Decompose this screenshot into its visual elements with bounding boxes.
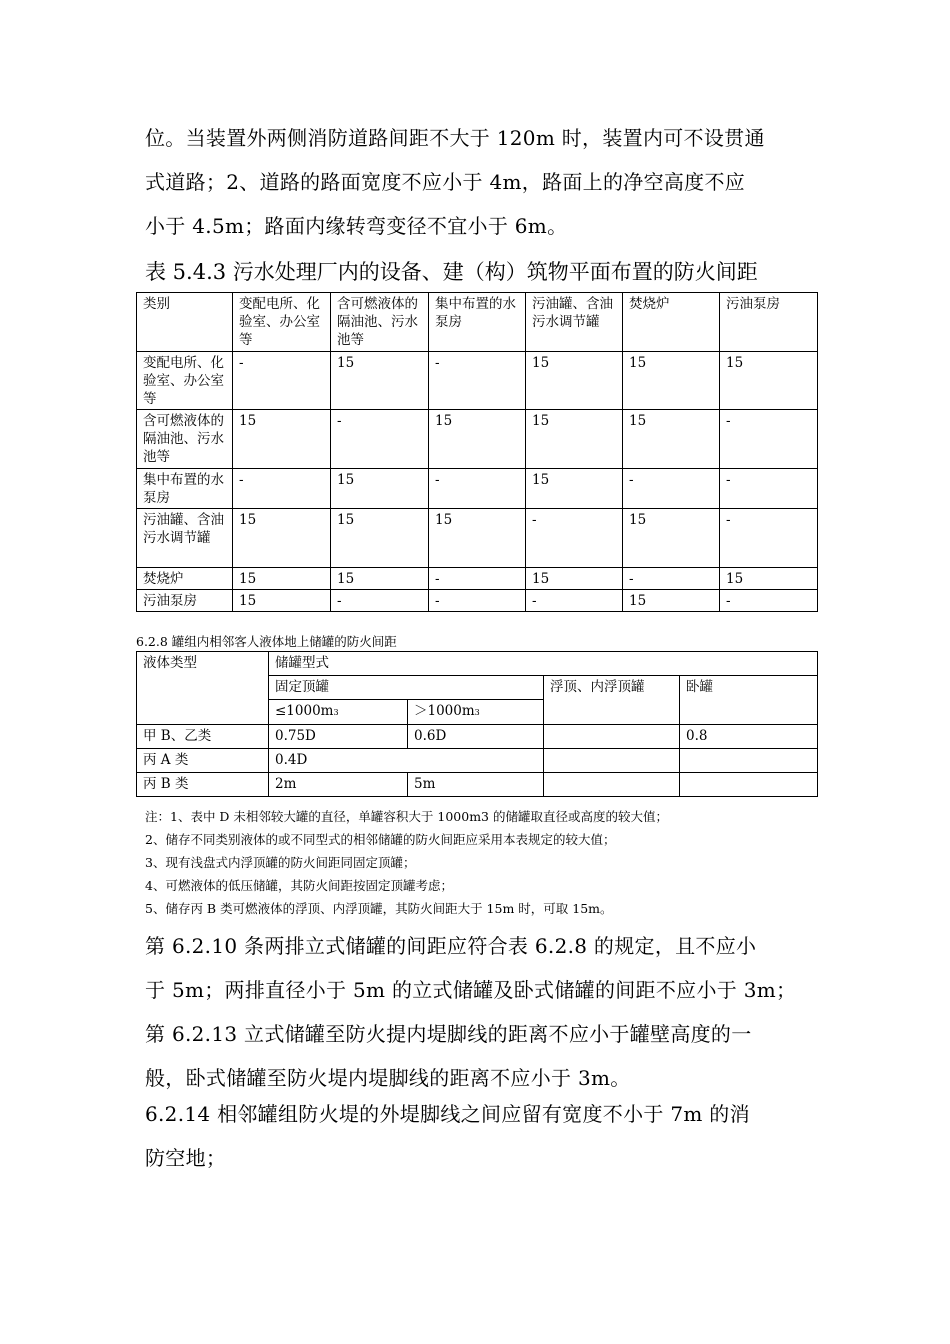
table-cell: - — [429, 469, 526, 509]
table-cell: 丙 B 类 — [137, 773, 269, 797]
table-cell: - — [526, 590, 623, 612]
table-cell: 15 — [623, 410, 720, 469]
table-cell: 15 — [233, 509, 331, 568]
clause-last-paragraph — [145, 1092, 825, 1180]
table-row — [137, 590, 818, 612]
clause-line: 第 6.2.13 立式储罐至防火提内堤脚线的距离不应小于罐壁高度的一 — [145, 1022, 752, 1046]
note-line: 注：1、表中 D 未相邻较大罐的直径，单罐容积大于 1000m3 的储罐取直径或高度的较大值； — [145, 809, 668, 824]
table-row — [137, 352, 818, 410]
table-cell: 15 — [429, 410, 526, 469]
table-cell: - — [720, 469, 818, 509]
note-line: 2、储存不同类别液体的或不同型式的相邻储罐的防火间距应采用本表规定的较大值； — [145, 832, 616, 847]
table-cell: 储罐型式 — [269, 652, 818, 676]
table-cell: 15 — [331, 568, 429, 590]
table-header-row — [137, 652, 818, 676]
table-cell: 2m — [269, 773, 408, 797]
table-cell: - — [720, 410, 818, 469]
table-row — [137, 725, 818, 749]
table-cell: 污油泵房 — [137, 590, 233, 612]
unit-subscript: 3 — [333, 708, 339, 717]
table-cell: 焚烧炉 — [137, 568, 233, 590]
table-cell: 15 — [233, 410, 331, 469]
table-cell: 集中布置的水泵房 — [429, 293, 526, 352]
table-cell: 液体类型 — [137, 652, 269, 725]
capacity-le-label: ≤1000m — [275, 703, 334, 719]
table-cell: 15 — [526, 352, 623, 410]
capacity-gt-label: ＞1000m — [414, 703, 475, 719]
intro-line: 式道路；2、道路的路面宽度不应小于 4m，路面上的净空高度不应 — [145, 170, 746, 194]
table-cell: 固定顶罐 — [269, 676, 544, 700]
table-cell: 15 — [331, 509, 429, 568]
table-cell: - — [233, 469, 331, 509]
table-row — [137, 749, 818, 773]
table-cell: 0.8 — [680, 725, 818, 749]
tank-spacing-table — [136, 651, 818, 797]
table-cell: 焚烧炉 — [623, 293, 720, 352]
table-cell: 5m — [408, 773, 544, 797]
table-cell — [544, 725, 680, 749]
table-row — [137, 509, 818, 568]
table-row — [137, 773, 818, 797]
table-cell: 15 — [623, 509, 720, 568]
table-cell: - — [526, 509, 623, 568]
table-cell: - — [429, 352, 526, 410]
clause-line: 6.2.14 相邻罐组防火堤的外堤脚线之间应留有宽度不小于 7m 的消 — [145, 1102, 750, 1126]
intro-line: 小于 4.5m；路面内缘转弯变径不宜小于 6m。 — [145, 214, 568, 238]
table-cell: 浮顶、内浮顶罐 — [544, 676, 680, 725]
clause-line: 防空地； — [145, 1146, 227, 1170]
table-cell: 0.4D — [269, 749, 544, 773]
table1-caption: 表 5.4.3 污水处理厂内的设备、建（构）筑物平面布置的防火间距 — [145, 260, 758, 284]
table-cell: 15 — [331, 469, 429, 509]
table-cell: 15 — [429, 509, 526, 568]
clause-line: 般，卧式储罐至防火堤内堤脚线的距离不应小于 3m。 — [145, 1066, 631, 1090]
table-cell: 15 — [526, 410, 623, 469]
clause-line: 于 5m；两排直径小于 5m 的立式储罐及卧式储罐的间距不应小于 3m； — [145, 978, 797, 1002]
table-cell: 15 — [526, 469, 623, 509]
table-cell — [680, 749, 818, 773]
table-cell: 类别 — [137, 293, 233, 352]
note-line: 5、储存丙 B 类可燃液体的浮顶、内浮顶罐，其防火间距大于 15m 时，可取 15m。 — [145, 901, 613, 916]
table-cell: 污油罐、含油污水调节罐 — [137, 509, 233, 568]
table-row — [137, 568, 818, 590]
table-cell: 丙 A 类 — [137, 749, 269, 773]
table-cell: 15 — [720, 568, 818, 590]
table-notes — [145, 805, 668, 920]
table2-caption: 6.2.8 罐组内相邻客人液体地上储罐的防火间距 — [136, 634, 397, 649]
fire-distance-table — [136, 292, 818, 612]
table-cell: - — [233, 352, 331, 410]
table-cell: 含可燃液体的隔油池、污水池等 — [137, 410, 233, 469]
table-cell — [544, 749, 680, 773]
intro-line: 位。当装置外两侧消防道路间距不大于 120m 时，装置内可不设贯通 — [145, 126, 765, 150]
table-cell: 15 — [623, 352, 720, 410]
clauses-paragraph — [145, 924, 825, 1100]
table-cell: 15 — [331, 352, 429, 410]
table-cell: 甲 B、乙类 — [137, 725, 269, 749]
table-cell: 0.6D — [408, 725, 544, 749]
table-cell: 0.75D — [269, 725, 408, 749]
table-cell: 变配电所、化验室、办公室等 — [137, 352, 233, 410]
table-cell: 变配电所、化验室、办公室等 — [233, 293, 331, 352]
table-cell: 15 — [623, 590, 720, 612]
table-row — [137, 469, 818, 509]
clause-line: 第 6.2.10 条两排立式储罐的间距应符合表 6.2.8 的规定，且不应小 — [145, 934, 757, 958]
unit-subscript: 3 — [474, 708, 480, 717]
table-cell — [680, 773, 818, 797]
table-cell: - — [623, 469, 720, 509]
table-cell: 污油罐、含油污水调节罐 — [526, 293, 623, 352]
table-cell: - — [429, 590, 526, 612]
table-cell: 15 — [720, 352, 818, 410]
table-header-row — [137, 293, 818, 352]
table-cell: - — [331, 590, 429, 612]
table-cell: 15 — [526, 568, 623, 590]
table-cell: - — [720, 590, 818, 612]
table-cell: 卧罐 — [680, 676, 818, 725]
table-cell: 集中布置的水泵房 — [137, 469, 233, 509]
table-cell: - — [623, 568, 720, 590]
table-row — [137, 410, 818, 469]
table-cell: 15 — [233, 590, 331, 612]
table-cell: 污油泵房 — [720, 293, 818, 352]
note-line: 3、现有浅盘式内浮顶罐的防火间距同固定顶罐； — [145, 855, 416, 870]
table-cell — [269, 700, 408, 725]
table-cell: - — [331, 410, 429, 469]
intro-paragraph — [145, 116, 825, 248]
table-cell: - — [720, 509, 818, 568]
table-cell: 含可燃液体的隔油池、污水池等 — [331, 293, 429, 352]
table-cell — [408, 700, 544, 725]
table-cell — [544, 773, 680, 797]
note-line: 4、可燃液体的低压储罐，其防火间距按固定顶罐考虑； — [145, 878, 453, 893]
table-cell: 15 — [233, 568, 331, 590]
table-cell: - — [429, 568, 526, 590]
